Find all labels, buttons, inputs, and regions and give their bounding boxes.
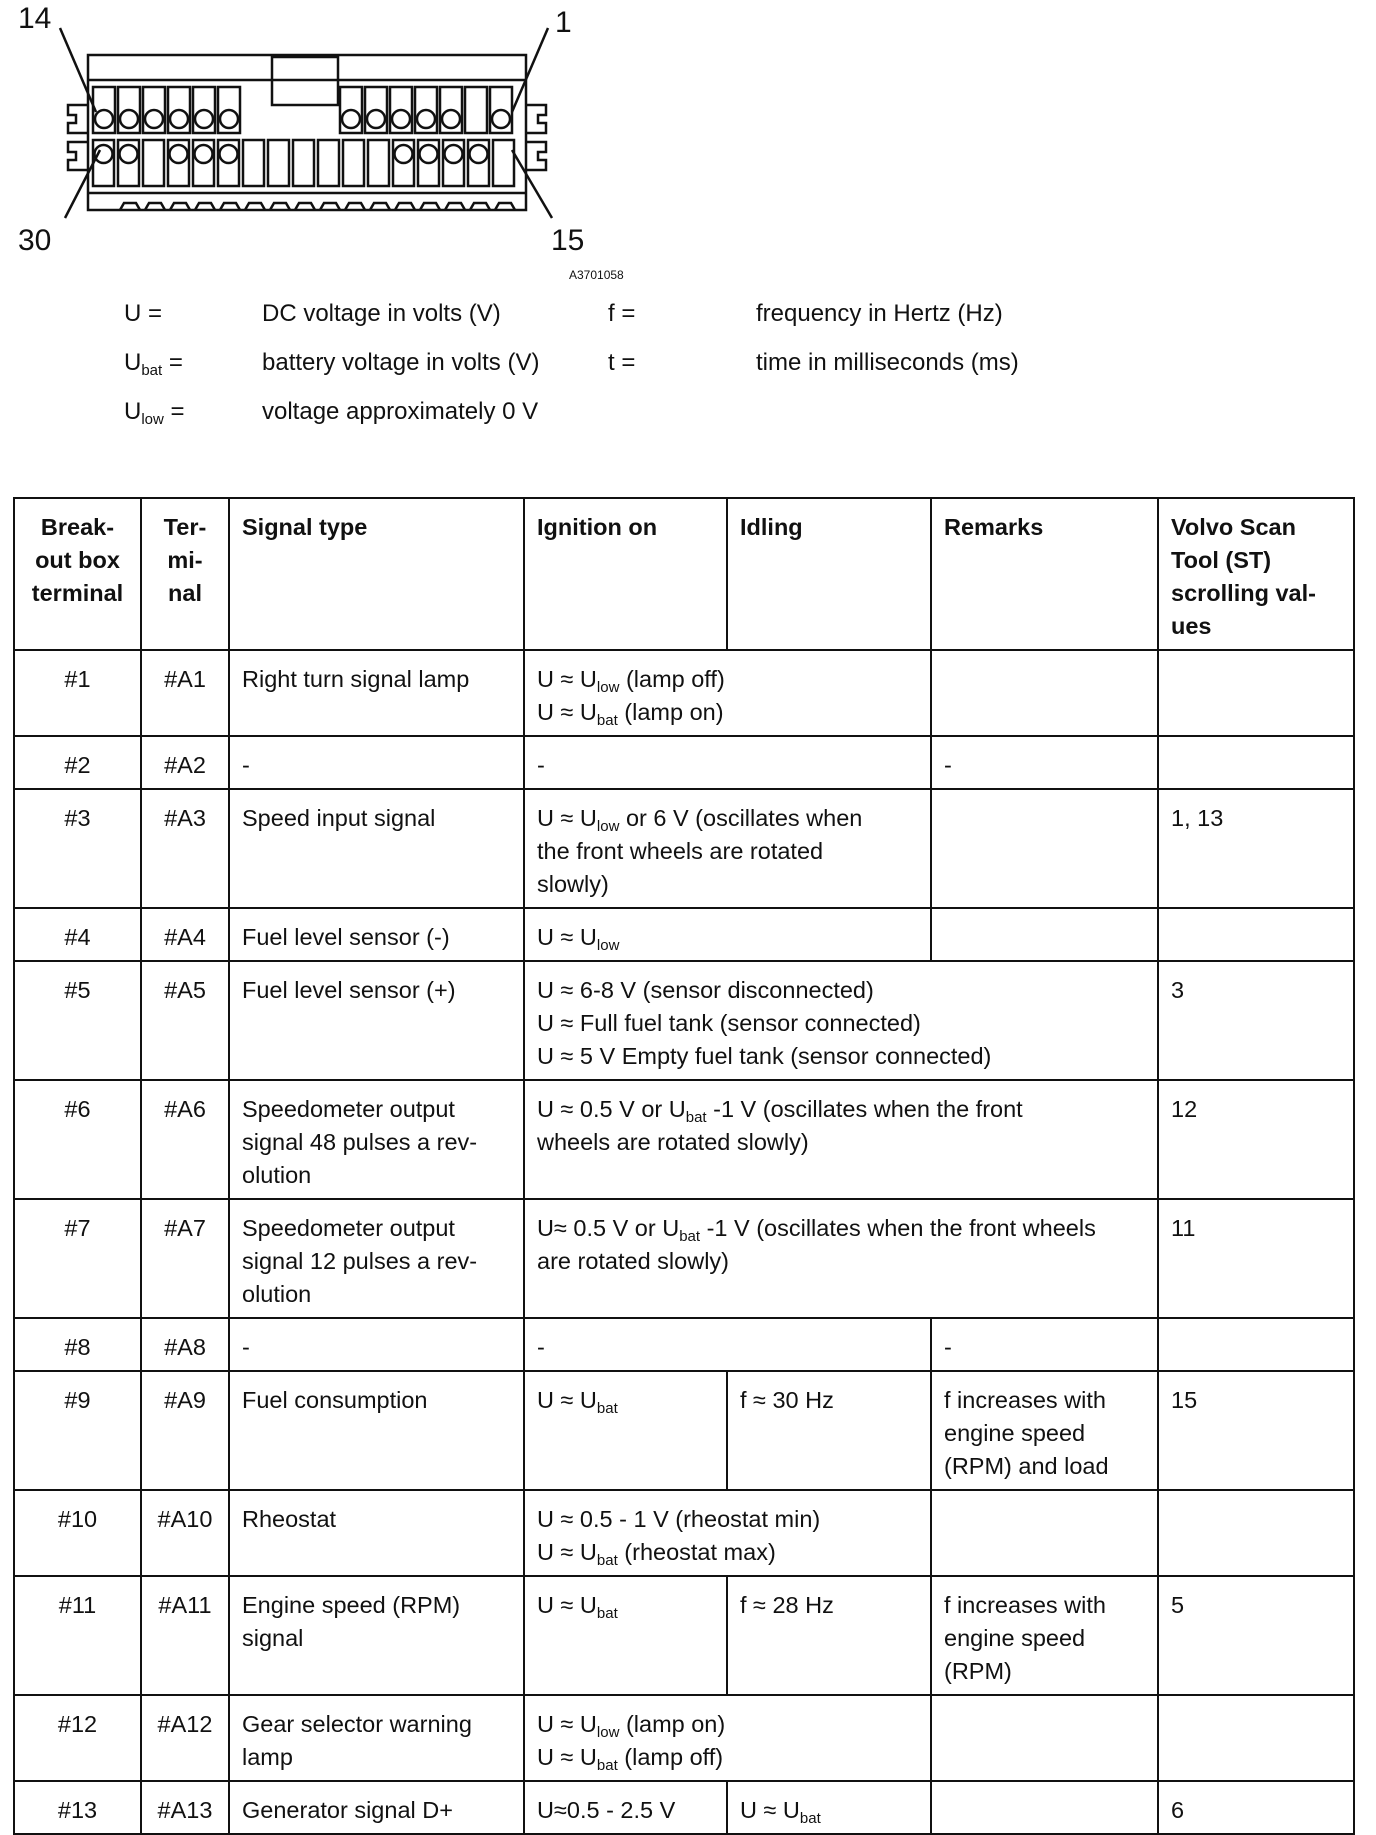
cell-scan-tool — [1158, 736, 1354, 789]
cell-remarks — [931, 908, 1158, 961]
cell-breakout-box: #10 — [14, 1490, 141, 1576]
cell-remarks — [931, 1490, 1158, 1576]
pin-contact — [220, 145, 238, 163]
cell-terminal: #A1 — [141, 650, 229, 736]
pin-contact — [170, 145, 188, 163]
cell-terminal: #A4 — [141, 908, 229, 961]
cell-remarks: f increases with engine speed (RPM) and load — [931, 1371, 1158, 1490]
cell-ignition-on: U ≈ 6-8 V (sensor disconnected) U ≈ Full fuel tank (sensor connected) U ≈ 5 V Empty fuel tank (sensor connected) — [524, 961, 1158, 1080]
cell-breakout-box: #9 — [14, 1371, 141, 1490]
header-breakout-box: Break- out box terminal — [14, 498, 141, 650]
cell-ignition-on: - — [524, 736, 931, 789]
cell-scan-tool — [1158, 650, 1354, 736]
cell-scan-tool: 1, 13 — [1158, 789, 1354, 908]
cell-signal-type: Engine speed (RPM) signal — [229, 1576, 524, 1695]
pin-cavity — [293, 140, 314, 186]
legend-symbol: t = — [608, 349, 636, 376]
cell-remarks: - — [931, 736, 1158, 789]
table-row — [14, 1490, 1354, 1576]
cell-terminal: #A13 — [141, 1781, 229, 1834]
cell-ignition-on: $U \approx U_{bat}$ — [524, 1371, 727, 1490]
cell-scan-tool: 6 — [1158, 1781, 1354, 1834]
cell-remarks — [931, 1781, 1158, 1834]
legend-symbol: f = — [608, 300, 636, 327]
header-signal-type: Signal type — [229, 498, 524, 650]
pin-label-1: 1 — [555, 6, 572, 39]
legend-definition: voltage approximately 0 V — [262, 398, 539, 425]
pin-contact — [395, 145, 413, 163]
cell-signal-type: Speedometer output signal 48 pulses a rev- olution — [229, 1080, 524, 1199]
pin-contact — [195, 145, 213, 163]
pin-label-15: 15 — [551, 224, 585, 257]
cell-ignition-on: $U \approx U_{low}$ or 6 V (oscillates when the front wheels are rotated slowly) — [524, 789, 931, 908]
header-scan-tool: Volvo Scan Tool (ST) scrolling val- ues — [1158, 498, 1354, 650]
pin-contact — [342, 110, 360, 128]
cell-signal-type: Generator signal D+ — [229, 1781, 524, 1834]
cell-breakout-box: #5 — [14, 961, 141, 1080]
pin-label-14: 14 — [18, 2, 52, 35]
cell-breakout-box: #2 — [14, 736, 141, 789]
cell-breakout-box: #6 — [14, 1080, 141, 1199]
cell-remarks — [931, 1695, 1158, 1781]
cell-signal-type: - — [229, 1318, 524, 1371]
cell-scan-tool — [1158, 1695, 1354, 1781]
cell-scan-tool — [1158, 1490, 1354, 1576]
table-row — [14, 1371, 1354, 1490]
latch-right-top — [526, 105, 546, 133]
cell-ignition-on: $U \approx U_{low}$ (lamp on) $U \approx U_{bat}$ (lamp off) — [524, 1695, 931, 1781]
table-header-row — [14, 498, 1354, 650]
cell-terminal: #A2 — [141, 736, 229, 789]
pin-cavity — [343, 140, 364, 186]
cell-signal-type: Fuel consumption — [229, 1371, 524, 1490]
table-row — [14, 789, 1354, 908]
cell-scan-tool: 5 — [1158, 1576, 1354, 1695]
cell-ignition-on: U ≈ 0.5 V or $U_{bat}$ -1 V (oscillates when the front wheels are rotated slowly) — [524, 1080, 1158, 1199]
pin-cavity — [143, 140, 164, 186]
leader-line-14 — [60, 28, 96, 112]
table-row — [14, 1781, 1354, 1834]
table-row — [14, 1695, 1354, 1781]
pin-cavity — [465, 87, 487, 133]
legend-row — [124, 398, 1124, 430]
table-row — [14, 1199, 1354, 1318]
header-ignition-on: Ignition on — [524, 498, 727, 650]
pin-contact — [392, 110, 410, 128]
table-row — [14, 1576, 1354, 1695]
pin-contact — [195, 110, 213, 128]
cell-ignition-on: U ≈ 0.5 - 1 V (rheostat min) $U \approx U_{bat}$ (rheostat max) — [524, 1490, 931, 1576]
latch-left-top — [68, 105, 88, 133]
cell-breakout-box: #4 — [14, 908, 141, 961]
pin-cavity — [368, 140, 389, 186]
cell-terminal: #A3 — [141, 789, 229, 908]
legend-definition: time in milliseconds (ms) — [756, 349, 1019, 376]
pin-contact — [120, 145, 138, 163]
figure-code: A3701058 — [569, 268, 624, 282]
cell-scan-tool: 15 — [1158, 1371, 1354, 1490]
cell-breakout-box: #12 — [14, 1695, 141, 1781]
cell-idling: f ≈ 28 Hz — [727, 1576, 931, 1695]
cell-signal-type: Rheostat — [229, 1490, 524, 1576]
connector-diagram — [0, 0, 640, 260]
cell-signal-type: - — [229, 736, 524, 789]
header-terminal: Ter- mi- nal — [141, 498, 229, 650]
pin-contact — [95, 110, 113, 128]
pin-cavity — [243, 140, 264, 186]
pin-contact — [367, 110, 385, 128]
table-row — [14, 908, 1354, 961]
cell-ignition-on: $U \approx U_{low}$ (lamp off) $U \approx U_{bat}$ (lamp on) — [524, 650, 931, 736]
cell-breakout-box: #3 — [14, 789, 141, 908]
table-row — [14, 650, 1354, 736]
cell-terminal: #A10 — [141, 1490, 229, 1576]
pin-label-30: 30 — [18, 224, 52, 257]
cell-idling: $U \approx U_{bat}$ — [727, 1781, 931, 1834]
cell-breakout-box: #1 — [14, 650, 141, 736]
pin-contact — [120, 110, 138, 128]
cell-remarks — [931, 650, 1158, 736]
pin-contact — [492, 110, 510, 128]
pin-cavity — [268, 140, 289, 186]
pin-contact — [220, 110, 238, 128]
cell-remarks: - — [931, 1318, 1158, 1371]
legend-definition: battery voltage in volts (V) — [262, 349, 540, 376]
table-row — [14, 736, 1354, 789]
cell-scan-tool — [1158, 908, 1354, 961]
cell-remarks: f increases with engine speed (RPM) — [931, 1576, 1158, 1695]
cell-terminal: #A7 — [141, 1199, 229, 1318]
legend-symbol: $U_{low}$ = — [124, 398, 185, 428]
cell-remarks — [931, 789, 1158, 908]
pin-contact — [445, 145, 463, 163]
header-remarks: Remarks — [931, 498, 1158, 650]
connector-body — [60, 28, 552, 218]
cell-signal-type: Right turn signal lamp — [229, 650, 524, 736]
latch-right-bottom — [526, 142, 546, 170]
cell-ignition-on: $U \approx U_{low}$ — [524, 908, 931, 961]
cell-breakout-box: #13 — [14, 1781, 141, 1834]
cell-ignition-on: - — [524, 1318, 931, 1371]
cell-terminal: #A8 — [141, 1318, 229, 1371]
table-row — [14, 1080, 1354, 1199]
cell-breakout-box: #8 — [14, 1318, 141, 1371]
leader-line-1 — [512, 28, 548, 112]
legend-row — [124, 300, 1124, 332]
cell-terminal: #A11 — [141, 1576, 229, 1695]
cell-ignition-on: $U \approx U_{bat}$ — [524, 1576, 727, 1695]
cell-terminal: #A6 — [141, 1080, 229, 1199]
cell-terminal: #A5 — [141, 961, 229, 1080]
legend-definition: frequency in Hertz (Hz) — [756, 300, 1003, 327]
cell-scan-tool: 12 — [1158, 1080, 1354, 1199]
pin-contact — [417, 110, 435, 128]
pin-contact — [420, 145, 438, 163]
table-row — [14, 1318, 1354, 1371]
cell-ignition-on: U≈ 0.5 V or $U_{bat}$ -1 V (oscillates when the front wheels are rotated slowly) — [524, 1199, 1158, 1318]
cell-terminal: #A12 — [141, 1695, 229, 1781]
cell-signal-type: Fuel level sensor (+) — [229, 961, 524, 1080]
cell-signal-type: Speedometer output signal 12 pulses a rev- olution — [229, 1199, 524, 1318]
cell-terminal: #A9 — [141, 1371, 229, 1490]
table-row — [14, 961, 1354, 1080]
pin-cavity — [493, 140, 514, 186]
header-idling: Idling — [727, 498, 931, 650]
latch-left-bottom — [68, 142, 88, 170]
cell-breakout-box: #11 — [14, 1576, 141, 1695]
cell-scan-tool: 3 — [1158, 961, 1354, 1080]
cell-breakout-box: #7 — [14, 1199, 141, 1318]
legend-symbol: U = — [124, 300, 163, 327]
table-body — [14, 650, 1354, 1834]
legend-definition: DC voltage in volts (V) — [262, 300, 501, 327]
signal-table — [13, 497, 1355, 1835]
cell-signal-type: Speed input signal — [229, 789, 524, 908]
cell-scan-tool: 11 — [1158, 1199, 1354, 1318]
cell-ignition-on: U≈0.5 - 2.5 V — [524, 1781, 727, 1834]
pin-contact — [170, 110, 188, 128]
legend-symbol: $U_{bat}$ = — [124, 349, 183, 379]
legend-row — [124, 349, 1124, 381]
cell-idling: f ≈ 30 Hz — [727, 1371, 931, 1490]
cell-scan-tool — [1158, 1318, 1354, 1371]
pin-contact — [470, 145, 488, 163]
cell-signal-type: Fuel level sensor (-) — [229, 908, 524, 961]
pin-contact — [145, 110, 163, 128]
cell-signal-type: Gear selector warning lamp — [229, 1695, 524, 1781]
pin-contact — [442, 110, 460, 128]
pin-cavity — [318, 140, 339, 186]
